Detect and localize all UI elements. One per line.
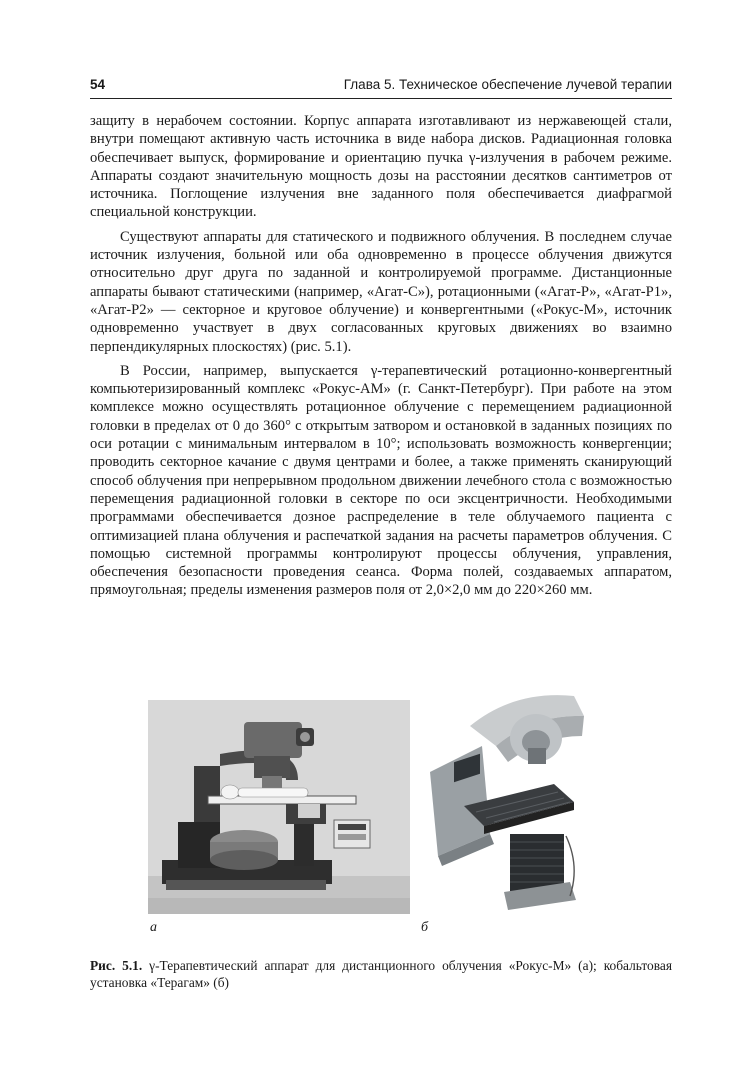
figure-label-a: а [150,920,157,935]
figure-photo-rokus-m [148,700,410,914]
rokus-m-illustration [148,700,410,914]
figure-label-b: б [421,920,429,935]
paragraph-3: В России, например, выпускается γ-терапевтический ротационно-конвергентный компьютеризированный комплекс «Рокус-АМ» (г. Санкт-Петербург). При работе на этом комплексе можно осуществлять ротационное облучение с перемещением радиационной головки в пределах от 0 до 360° с открытым затвором и остановкой в заданных позициях по оси ротации с минимальным интервалом в 10°; использовать возможность конвергенции; проводить секторное качание с двумя центрами и более, а также применять сканирующий способ облучения при непрерывном продольном движении лечебного стола с возможностью перемещения радиационной головки в секторе по оси эксцентричности. Необходимыми программами обеспечивается дозное распределение в теле облучаемого пациента с оптимизацией плана облучения и распечаткой задания на расчеты параметров облучения. С помощью системной программы контролируют процессы облучения, управления, обеспечения безопасности проведения сеанса. Форма полей, создаваемых аппаратом, прямоугольная; пределы изменения размеров поля от 2,0×2,0 мм до 220×260 мм. [90,362,672,599]
teragam-illustration [424,686,592,914]
body-text [90,112,672,606]
chapter-title: Глава 5. Техническое обеспечение лучевой терапии [343,77,672,92]
figure-caption [90,958,672,992]
header-rule [90,98,672,99]
paragraph-2: Существуют аппараты для статического и подвижного облучения. В последнем случае источник излучения, больной или оба одновременно в процессе облучения движутся относительно друг друга по заданной и контролируемой программе. Дистанционные аппараты бывают статическими (например, «Агат-С»), ротационными («Агат-Р», «Агат-Р1», «Агат-Р2» — секторное и круговое облучение) и конвергентными («Рокус-М», источник одновременно участвует в двух согласованных круговых движениях во взаимно перпендикулярных плоскостях) (рис. 5.1). [90,228,672,355]
caption-text: γ-Терапевтический аппарат для дистанционного облучения «Рокус-М» (а); кобальтовая установка «Терагам» (б) [90,958,672,990]
running-header [90,74,672,96]
paragraph-1: защиту в нерабочем состоянии. Корпус аппарата изготавливают из нержавеющей стали, внутри помещают активную часть источника в виде набора дисков. Радиационная головка обеспечивает выпуск, формирование и ориентацию пучка γ-излучения в рабочем режиме. Аппараты создают значительную мощность дозы на расстоянии десятков сантиметров от источника. Поглощение излучения вне заданного поля обеспечивается диафрагмой специальной конструкции. [90,113,672,221]
caption-lead: Рис. 5.1. [90,958,143,973]
figure-photo-teragam [424,686,592,914]
page-number: 54 [90,77,106,92]
